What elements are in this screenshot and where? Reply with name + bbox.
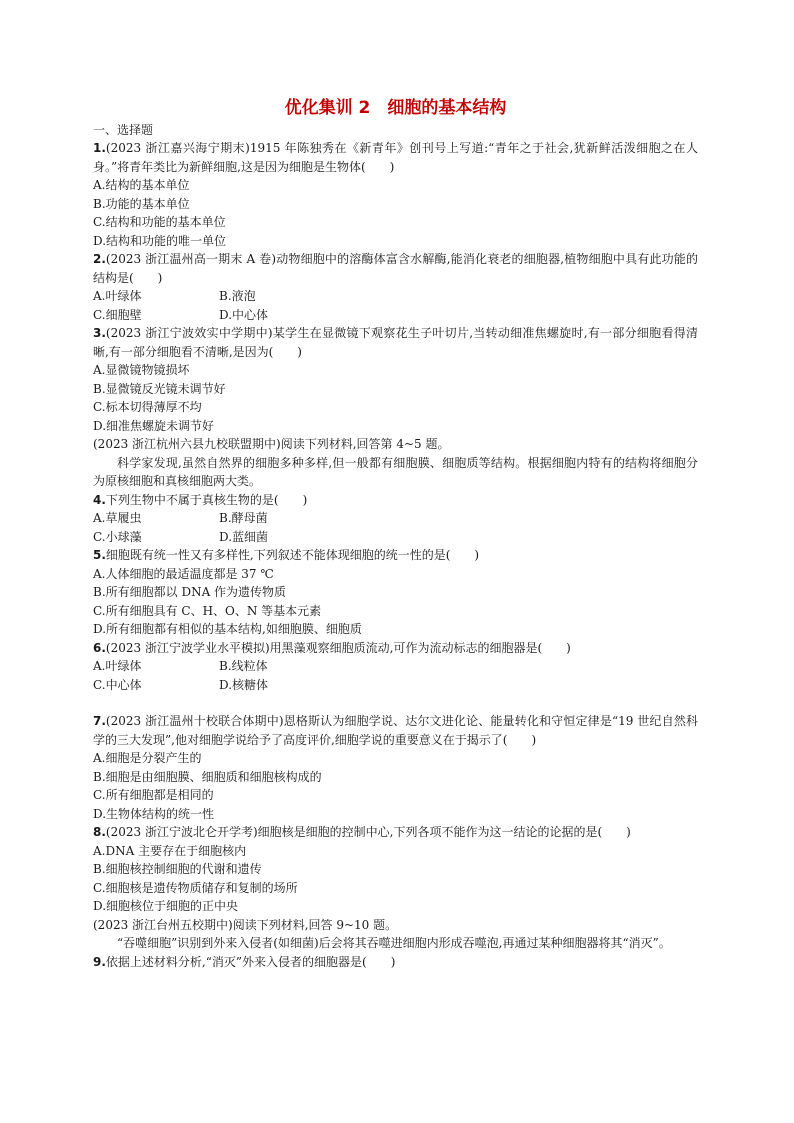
question-2 xyxy=(93,250,698,287)
material-intro: (2023 浙江杭州六县九校联盟期中)阅读下列材料,回答第 4~5 题。 xyxy=(93,437,450,451)
option-row xyxy=(93,676,698,695)
question-number: 6. xyxy=(93,640,106,655)
option-a: A.DNA 主要存在于细胞核内 xyxy=(93,843,247,858)
question-number: 2. xyxy=(93,252,106,266)
option-d: D.结构和功能的唯一单位 xyxy=(93,233,227,248)
option-b: B.酵母菌 xyxy=(219,511,268,525)
option-b: B.细胞是由细胞膜、细胞质和细胞核构成的 xyxy=(93,769,322,784)
option-d: D.核糖体 xyxy=(219,677,269,692)
question-stem: (2023 浙江温州十校联合体期中)恩格斯认为细胞学说、达尔文进化论、能量转化和守恒定律是“19 世纪自然科学的三大发现”,他对细胞学说给予了高度评价,细胞学说的重要意义在于揭示了( ) xyxy=(93,714,698,747)
question-8 xyxy=(93,823,698,842)
option-a: A.细胞是分裂产生的 xyxy=(93,751,202,765)
material-text: 科学家发现,虽然自然界的细胞多种多样,但一般都有细胞膜、细胞质等结构。根据细胞内特有的结构将细胞分为原核细胞和真核细胞两大类。 xyxy=(93,455,698,488)
question-number: 9. xyxy=(93,954,106,969)
option-b: B.液泡 xyxy=(219,289,256,303)
question-stem: (2023 浙江嘉兴海宁期末)1915 年陈独秀在《新青年》创刊号上写道:“青年之于社会,犹新鲜活泼细胞之在人身。”将青年类比为新鲜细胞,这是因为细胞是生物体( ) xyxy=(93,141,698,174)
question-number: 3. xyxy=(93,326,106,340)
option-c: C.小球藻 xyxy=(93,529,142,544)
question-stem: 依据上述材料分析,“消灭”外来入侵者的细胞器是( ) xyxy=(105,954,396,969)
question-stem: (2023 浙江宁波效实中学期中)某学生在显微镜下观察花生子叶切片,当转动细准焦螺旋时,有一部分细胞看得清晰,有一部分细胞看不清晰,是因为( ) xyxy=(93,326,698,359)
option-b: B.细胞核控制细胞的代谢和遗传 xyxy=(93,862,262,876)
option-c: C.标本切得薄厚不均 xyxy=(93,400,202,414)
option-b: B.功能的基本单位 xyxy=(93,196,190,211)
question-number: 4. xyxy=(93,492,106,507)
question-4 xyxy=(93,491,698,510)
option-a: A.显微镜物镜损坏 xyxy=(93,363,190,377)
question-1 xyxy=(93,139,698,176)
option-c: C.所有细胞都是相同的 xyxy=(93,788,214,802)
option-d: D.生物体结构的统一性 xyxy=(93,806,215,821)
option-a: A.叶绿体 xyxy=(93,289,142,303)
option-d: D.所有细胞都有相似的基本结构,如细胞膜、细胞质 xyxy=(93,622,362,636)
option-d: D.细胞核位于细胞的正中央 xyxy=(93,899,239,913)
option-d: D.蓝细菌 xyxy=(219,529,269,544)
option-a: A.叶绿体 xyxy=(93,659,142,673)
option-a: A.草履虫 xyxy=(93,511,142,525)
option-d: D.中心体 xyxy=(219,307,269,322)
question-number: 7. xyxy=(93,714,106,728)
option-a: A.人体细胞的最适温度都是 37 ℃ xyxy=(93,566,274,581)
material-text: “吞噬细胞”识别到外来入侵者(如细菌)后会将其吞噬进细胞内形成吞噬泡,再通过某种细胞器将其“消灭”。 xyxy=(117,936,671,950)
question-3 xyxy=(93,324,698,361)
option-c: C.结构和功能的基本单位 xyxy=(93,215,226,229)
material-intro: (2023 浙江台州五校期中)阅读下列材料,回答 9~10 题。 xyxy=(93,917,398,932)
question-stem: 细胞既有统一性又有多样性,下列叙述不能体现细胞的统一性的是( ) xyxy=(105,548,480,562)
option-row xyxy=(93,306,698,325)
question-stem: (2023 浙江温州高一期末 A 卷)动物细胞中的溶酶体富含水解酶,能消化衰老的细胞器,植物细胞中具有此功能的结构是( ) xyxy=(93,252,698,285)
question-stem: (2023 浙江宁波学业水平模拟)用黑藻观察细胞质流动,可作为流动标志的细胞器是( ) xyxy=(105,640,571,655)
option-row xyxy=(93,509,698,528)
question-number: 8. xyxy=(93,825,106,839)
question-stem: (2023 浙江宁波北仑开学考)细胞核是细胞的控制中心,下列各项不能作为这一结论的论据的是( ) xyxy=(105,825,631,839)
question-number: 1. xyxy=(93,141,106,155)
option-b: B.显微镜反光镜未调节好 xyxy=(93,381,226,396)
option-b: B.线粒体 xyxy=(219,659,268,673)
question-9 xyxy=(93,953,698,972)
option-row xyxy=(93,657,698,676)
option-row xyxy=(93,287,698,306)
document-page xyxy=(93,96,698,971)
option-row xyxy=(93,528,698,547)
question-number: 5. xyxy=(93,548,106,562)
page-title: 优化集训 2 细胞的基本结构 xyxy=(284,98,507,118)
option-c: C.中心体 xyxy=(93,677,142,692)
question-5 xyxy=(93,546,698,565)
spacer xyxy=(93,694,698,712)
section-heading: 一、选择题 xyxy=(93,123,154,137)
option-c: C.所有细胞具有 C、H、O、N 等基本元素 xyxy=(93,603,322,618)
option-a: A.结构的基本单位 xyxy=(93,178,190,192)
question-6 xyxy=(93,639,698,658)
question-stem: 下列生物中不属于真核生物的是( ) xyxy=(105,492,308,507)
option-c: C.细胞核是遗传物质储存和复制的场所 xyxy=(93,880,298,895)
option-d: D.细准焦螺旋未调节好 xyxy=(93,418,215,433)
question-7 xyxy=(93,712,698,749)
option-b: B.所有细胞都以 DNA 作为遗传物质 xyxy=(93,585,287,599)
option-c: C.细胞壁 xyxy=(93,307,142,322)
